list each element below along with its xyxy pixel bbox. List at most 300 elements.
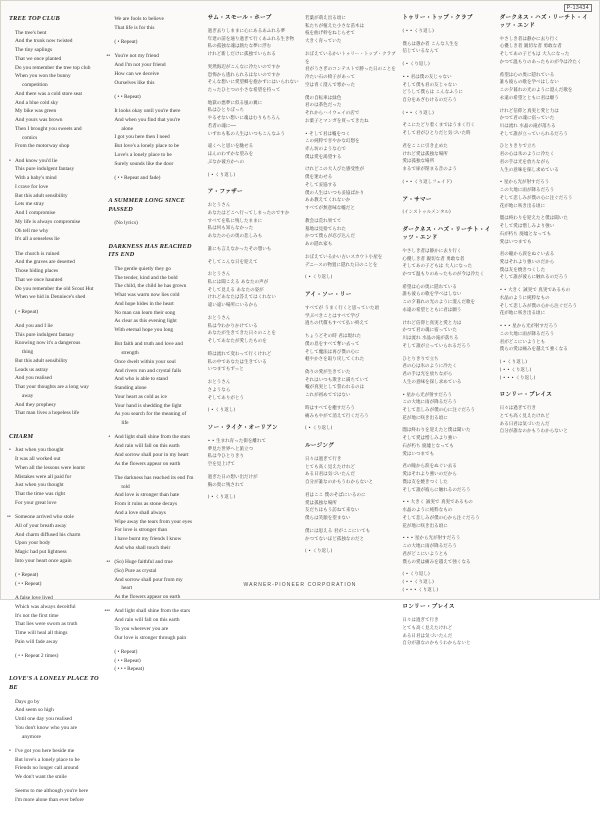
lyric-line: But love's a lonely place to be [15,756,80,763]
japanese-lyric-line: 君の瞳から涙をぬぐい去る [402,464,457,470]
japanese-lyric-line: 遠くへと思いを馳せる [207,144,254,150]
japanese-lyric-line: 僕らの愛は痛みを越えて強くなる [499,347,568,353]
japanese-lyric-line: ( • • くり返しフェイド) [402,179,452,185]
japanese-lyric-line: 永遠の希望とともに君は願う [402,307,462,313]
japanese-lyric-line: 僕らは愚か者 こんな人生を [402,41,459,47]
japanese-lyric-line: ちょうどその時 君は現れた [304,334,362,340]
japanese-lyric-line: ある日君は気づいたんだ [402,633,453,639]
japanese-lyric-line: 僕らは笑顔を望まない [304,516,351,522]
japanese-song-title: ア・サマー [402,196,432,203]
lyric-line: Oh tell me why [15,227,49,234]
japanese-lyric-line: そして悲しみが僕の心から注ぐだろう [402,515,480,521]
lyric-stanza [108,558,199,602]
japanese-stanza [208,259,299,267]
japanese-stanza [402,28,493,36]
japanese-lyric-line: ( • くり返し) [207,495,236,501]
japanese-lyric-line: 君がどこにいようとも [499,339,546,345]
japanese-stanza [500,179,591,210]
japanese-stanza [402,41,493,56]
japanese-lyric-line: 僕を迷わせる [304,175,333,181]
japanese-stanza [305,548,396,556]
japanese-lyric-line: 僕の息をすべて奪い去って [304,341,360,347]
lyric-stanza [9,308,100,317]
japanese-lyric-line: 私は今ひとりきり [207,454,245,460]
lyric-line: We don't want the smile [15,774,67,781]
column-english-2 [108,15,201,673]
lyric-line: Lets me stray [15,201,45,208]
lyric-line: And you realised [15,375,52,382]
japanese-stanza [208,379,299,402]
japanese-lyric-line: とても高く見えたけれど [304,464,356,470]
lyric-line: My life is always compromise [15,218,81,225]
japanese-lyric-line: 若葉が萌え出る頃に [304,16,346,21]
lyric-line: And yours was brown [15,117,63,124]
lyric-line: That life is for this [114,24,155,31]
japanese-lyric-line: ( • くり返し) [207,172,236,178]
lyric-line: Just when you thought [15,482,64,489]
lyric-line: Your heart as cold as ice [114,393,167,400]
lyric-line: That man lives a hopeless life [15,410,80,417]
lyric-line: The darkness has reached its end I'm [114,474,194,481]
japanese-lyric-line: この大地に雨が降るだろう [499,188,555,194]
lyric-line: •• Someone arrived who stole [15,513,100,522]
lyric-line: heart [121,585,133,592]
lyric-stanza [9,747,100,782]
lyric-stanza [9,322,100,418]
japanese-lyric-line: そして愛は憎しみより強い [402,436,457,442]
lyric-line: And seem so high [15,707,54,714]
japanese-lyric-line: どうして僕らは こんなふうに [402,90,463,96]
section-spacer [402,653,493,658]
japanese-stanza [305,274,396,282]
japanese-lyric-line: けれど新しだけに孤独でいられる [207,52,276,58]
lyric-line: This pure indulgent fantasy [15,166,75,173]
japanese-lyric-line: 過ぎた日の想い出だけが [207,474,258,480]
japanese-lyric-line: 君のは茶色だった [304,103,342,109]
japanese-lyric-line: おとうさん [207,380,231,386]
japanese-lyric-line: ( • くり返し) [304,275,333,281]
japanese-lyric-line: かつて君の魂に宿っていた [499,116,555,122]
lyric-line: Surely sounds like the door [114,160,174,167]
japanese-stanza [208,64,299,95]
lyric-stanza [108,107,199,168]
lyric-line: life [121,420,129,427]
japanese-lyric-line: かつて温もりのあったものが今は冷たく [402,272,485,277]
lyric-line: With eternal hope you long [114,327,174,334]
column-japanese-3 [402,15,493,647]
japanese-lyric-line: 花が地に咲き出る頃に [499,311,546,317]
japanese-stanza [500,359,591,382]
lyric-line: From the motorway shop [15,143,70,150]
lyric-line: ( • Repeat) [114,39,138,45]
japanese-stanza [208,438,299,469]
lyric-line: And who is able to stand [114,376,168,383]
lyric-line: As the flowers appear on earth [114,460,181,467]
lyric-stanza [9,698,100,742]
japanese-lyric-line: 自分が誰なのかもうわからないと [402,641,471,647]
lyric-stanza [108,265,199,335]
catalog-number [564,4,592,12]
lyric-line: And a love shall always [114,509,166,516]
section-spacer [305,561,396,566]
japanese-lyric-line: 過ちの代償もすべて払い終えて [304,321,369,327]
japanese-lyric-line: そして誰が立っていられるだろう [402,343,471,349]
lyric-line: And I compromise [15,210,56,217]
song-title: TREE TOP CLUB [9,15,60,22]
japanese-lyric-line: 僕は愛を渇望する [304,154,342,160]
japanese-lyric-line: あなたはどこへ行ってしまったのですか [207,210,290,216]
japanese-lyric-line: 人生の意味を探し求めている [499,167,559,173]
japanese-lyric-line: 永遠の希望とともに君は願う [499,95,559,101]
japanese-lyric-line: いずれも私の人生はいつもこんなふう [207,131,286,137]
japanese-lyric-line: • • 君は僕の友じゃない [402,74,452,80]
japanese-lyric-line: 心優しき者 親切な者 勇敢な者 [499,44,562,50]
japanese-lyric-line: とても高く見えたけれど [402,626,453,631]
lyric-line: Days go by [15,698,40,705]
lyric-line: Time will heal all things [15,630,68,637]
japanese-lyric-line: • 星から光が射すだろう [499,180,550,186]
song-title: CHARM [9,432,34,440]
lyric-line: Then I brought you sweets and [15,125,82,132]
japanese-stanza [208,271,299,310]
japanese-lyric-line: ひとりきりで立ち [402,356,439,362]
japanese-lyric-line: ( • • くり返し) [402,579,434,585]
lyric-stanza [9,787,100,805]
japanese-stanza [208,494,299,502]
japanese-lyric-line: ( • くり返し) [402,572,430,578]
lyric-line: (So) Pure as crystal [114,567,157,574]
japanese-lyric-line: 私は今わかりかけている [207,323,258,329]
japanese-lyric-line: 僕は友を焼きつくした [402,479,448,485]
japanese-lyric-line: ( • くり返し) [499,360,528,366]
japanese-lyric-line: • 星から光が射すだろう [402,392,452,398]
japanese-song-title: ア・ファザー [207,189,243,196]
lyric-line: ( • • • Repeat) [114,666,144,673]
japanese-lyric-line: ( • • • くり返し) [402,587,439,593]
lyric-line: It was all worked out [15,456,61,463]
lyric-stanza [108,340,199,428]
japanese-lyric-line: 胸の奥に残されて [207,482,245,488]
japanese-lyric-line: 時は流れて変わって行くけれど [207,351,272,357]
japanese-lyric-line: すべてを私に残したままに [207,218,263,224]
lyric-line: And rivers run and crystal falls [114,367,182,374]
lyric-line: When you won the bunny [15,73,71,80]
japanese-lyric-line: 自分が誰なのかもうわからないと [304,480,374,486]
japanese-lyric-line: 誰にも言えなかったその想いも [207,246,272,252]
japanese-lyric-line: 石が朽ち 廃墟となっても [499,231,552,237]
japanese-lyric-line: やさしき者は静かに去り行く [402,248,462,254]
lyric-line: All of your breath away [15,522,67,529]
japanese-lyric-line: やるせない想いに魂はむりもちろん [207,116,281,122]
japanese-stanza [305,305,396,328]
japanese-stanza [208,100,299,139]
lyric-line: But this adult sensibility [15,192,68,199]
japanese-lyric-line: 愛は孤独な場所 [304,500,337,506]
japanese-stanza [208,407,299,415]
lyric-line: • I've got you here beside me [15,747,100,756]
japanese-lyric-line: そして妥協する [304,182,337,188]
japanese-lyric-line: そしてあなたが愛したものを [207,339,267,345]
japanese-stanza [402,61,493,69]
japanese-lyric-line: 誰も彼らの歌を学べはしない [402,292,462,298]
section-spacer [9,666,100,675]
japanese-stanza [305,15,396,46]
japanese-stanza [402,74,493,105]
japanese-lyric-line: 枝を曲げ幹をねじらせて [304,31,355,37]
lyric-line: Upon your body [15,540,51,547]
japanese-lyric-line: これが初めてではない [304,393,351,399]
japanese-lyric-line: 大きく育っていた [304,39,342,45]
japanese-lyric-line: 闇は終わりを迎えたと僕は聞いた [402,428,471,434]
japanese-lyric-line: ( • くり返し) [304,549,333,555]
lyric-line: But love's a lonely place to be [114,143,180,149]
song-title: A SUMMER LONG SINCE PASSED [108,197,185,213]
lyric-line: To you wherever you are [114,625,169,632]
japanese-lyric-line: 過ぎ去りしままに心にあるあふれる夢 [207,28,286,34]
lyric-line: • And light shall shine from the stars [114,433,199,442]
japanese-lyric-line: 偽りの愛が生きていた [304,370,351,375]
japanese-lyric-line: この夕暮れの光のように澄んだ歌を [402,300,476,306]
lyric-line: And hope hides in the heart [114,300,174,307]
lyric-line: ( • Repeat) [15,572,39,579]
japanese-lyric-line: この大地に雨が降るだろう [402,544,457,550]
japanese-lyric-line: 君がどこにいようとも [402,551,448,557]
japanese-lyric-line: 君の手は光を放ちながら [499,159,550,165]
lyric-line: Love's a lonely place to be [114,151,172,158]
japanese-lyric-line: ああ教えてくれないか [304,198,351,204]
japanese-lyric-line: 闇は終わりを迎えたと僕は聞いた [499,216,568,222]
japanese-lyric-line: 君はここ 僕のそばにいるのに [304,492,366,498]
japanese-lyric-line: あなたの心の奥の悲しみも [207,234,263,240]
japanese-lyric-line: 水晶のように純粋なもの [402,508,453,514]
japanese-lyric-line: 君の手は光を放ちながら [402,372,453,378]
lyric-line: And there was a cold store seat [15,90,83,97]
lyric-line: What was warm now lies cold [114,292,180,299]
japanese-lyric-line: そしてこんな日を迎えて [207,259,258,265]
japanese-stanza [208,143,299,166]
japanese-stanza [305,131,396,162]
japanese-lyric-line: かつて温もりのあったものが今は冷たく [499,59,582,65]
japanese-lyric-line: 冷たい石の椅子があって [304,75,355,81]
lyric-line: And the trunk now twisted [15,38,73,45]
japanese-lyric-line: 僕には思える 君がここにいても [304,528,371,534]
japanese-lyric-line: この大地に雨が降るだろう [499,331,555,337]
lyric-stanza [9,446,100,507]
lyric-line: And they prophesy [15,401,57,408]
japanese-stanza [500,108,591,139]
japanese-stanza [305,405,396,420]
column-japanese-1 [208,15,299,569]
japanese-lyric-line: 心優しき者 親切な者 勇敢な者 [402,256,465,262]
lyric-line: And who shall touch their [114,544,171,551]
lyric-line: ( • • Repeat) [114,93,141,100]
lyric-line: We are fools to believe [114,16,164,22]
lyric-line: How can we deceive [114,70,160,77]
japanese-stanza [305,456,396,487]
lyric-stanza [9,157,100,245]
lyric-line: • And know you'd lie [15,157,100,166]
japanese-lyric-line: あなたが生きてきた日々のことを [207,331,276,337]
japanese-lyric-line: 君の瞳から涙をぬぐい去る [499,252,555,258]
japanese-lyric-line: • • • 星から光が射すだろう [499,324,558,330]
japanese-lyric-line: けれど愛は孤独な場所 [402,151,448,157]
lyric-line: With a baby's mind [15,175,57,182]
lyric-line: Those hiding places [15,268,59,275]
lyric-line: thing [22,349,34,356]
japanese-lyric-line: あの隠れ家も [304,242,333,248]
lyric-line: That we once planted [15,55,62,62]
japanese-lyric-line: すべてが無意味な嘘だと [304,206,355,212]
japanese-lyric-line: けれどこの大人びた感受性が [304,167,365,173]
japanese-lyric-line: 私の孤独な魂は熱たな夢に浮む [207,44,272,50]
japanese-stanza [402,499,493,530]
section-spacer [9,424,100,433]
japanese-lyric-line: 僕の自転車は緑色 [304,95,342,101]
japanese-stanza [208,315,299,346]
lyric-line: Pain will fade away [15,638,58,645]
lyric-line: It's all a senseless lie [15,236,60,243]
lyric-line: Leads us astray [15,366,49,373]
japanese-lyric-line: まるで扉が閉まる音のよう [402,167,457,173]
lyric-line: • Just when you thought [15,446,100,455]
japanese-lyric-line: 愛は孤独な場所 [402,159,435,165]
lyric-line: Standing alone [114,385,147,392]
lyric-line: told [121,483,130,490]
japanese-stanza [305,425,396,433]
japanese-lyric-line: かつて僕らが忍び込んだ [304,234,356,240]
japanese-lyric-line: • • 大きく 誠実で 真実であるもの [499,288,571,294]
japanese-lyric-line: この夕暮れの光のように澄んだ歌を [499,88,573,94]
japanese-lyric-line: 誰も彼らの歌を学べはしない [499,80,559,86]
japanese-lyric-line: 痛みもやがて消えて行くだろう [304,413,369,419]
japanese-stanza [402,427,493,458]
japanese-stanza [500,405,591,436]
japanese-lyric-line: いつまでもずっと [207,367,244,373]
lyric-line: The tree's bent [15,29,47,36]
japanese-lyric-line: 人生の意味を探し求めている [402,379,462,385]
lyric-line: This pure indulgent fantasy [15,331,75,338]
japanese-lyric-line: 水晶のように純粋なもの [499,295,550,301]
japanese-lyric-line: 私たちが植えた小さな苗木は [304,23,365,29]
section-spacer [208,507,299,512]
section-spacer [108,680,199,689]
japanese-lyric-line: 君がうさぎのコンテストで勝った日のことを [304,67,396,73]
japanese-stanza [208,172,299,180]
column-english-1 [9,15,102,804]
lyric-line: For your great love [15,499,57,506]
japanese-lyric-line: そして僕も君の友じゃない [402,82,457,88]
japanese-lyric-line: 信じているなんて [402,49,439,55]
japanese-lyric-line: そして君がひとりだと気づいた時 [402,131,471,137]
lyric-line: From it ruins as stone decays [114,501,178,508]
japanese-lyric-line: 花が地に咲き出る頃に [402,523,448,529]
japanese-lyric-line: そして魔法は再び僕の心に [304,349,360,355]
catalog-number-text: P-13434 [564,4,592,12]
japanese-stanza [500,323,591,354]
japanese-lyric-line: ( • • • くり返し) [499,375,536,381]
japanese-lyric-line: それからハイウェイの店で [304,111,360,117]
lyric-line: And a blue cold sky [15,99,59,106]
lyric-line: away [22,392,34,399]
lyric-line: I have burnt my friends I know [114,536,182,543]
japanese-lyric-line: 教会は荒れ果てて [304,218,342,224]
japanese-stanza [402,110,493,118]
japanese-song-title: ダークネス・ハズ・リーチト・イッツ・エンド [499,15,588,29]
japanese-stanza [402,209,493,217]
lyric-stanza [108,15,199,33]
japanese-stanza [402,356,493,387]
japanese-lyric-line: とても高く見えたけれど [499,413,550,419]
japanese-lyric-line: 君をここに引き止めた [402,143,448,149]
japanese-lyric-line: そして愛は憎しみより強い [499,224,555,230]
japanese-lyric-line: そして悲しみが僕の心に注ぐだろう [402,408,476,414]
japanese-lyric-line: 夢見た世界へと旅立つ [207,446,254,452]
lyric-line: I got you here then I need [114,134,170,141]
japanese-stanza [305,333,396,364]
lyric-stanza [108,52,199,87]
lyric-line: Friends no longer call around [15,765,79,772]
japanese-lyric-line: 恐怖から逃れられるはないのですか [207,72,281,78]
japanese-lyric-line: やさしき者は静かに去り行く [499,36,559,42]
japanese-lyric-line: ある日君は気づいたんだ [499,421,550,427]
japanese-lyric-line: • そして君は嘘をつく [304,131,351,137]
lyric-line: That the time was right [15,491,66,498]
japanese-lyric-line: 空を見上げて [207,462,235,468]
lyric-line: Which was always deceitful [15,603,76,610]
lyric-line: And you and I lie [15,322,53,329]
japanese-stanza [305,51,396,90]
lyric-line: And love is stronger than hate [114,492,180,499]
lyric-line: As you search for the meaning of [114,411,187,418]
lyric-line: That lies were sworn as truth [15,621,78,628]
lyric-line: comics [22,134,38,141]
japanese-lyric-line: すべてが うまく行くと思っていた頃 [304,305,380,311]
japanese-lyric-line: 軽やかさを取り戻してくれた [304,357,365,363]
japanese-lyric-line: 若者の魂に── [207,123,236,129]
lyric-line: ( • • Repeat) [114,657,141,664]
lyric-line: A false love lived [15,595,53,602]
japanese-stanza [208,246,299,254]
lyric-line: You don't know who you are [15,724,77,731]
japanese-song-title: トゥリー・トップ・クラブ [402,15,473,21]
japanese-lyric-line: 希望は心の奥に隠れている [402,284,457,290]
japanese-lyric-line: ( • • くり返し) [499,367,532,373]
japanese-lyric-line: 学ぶべきことはすべて学び [304,313,360,319]
lyric-stanza [9,594,100,647]
japanese-lyric-line: さようなら [207,387,231,393]
japanese-stanza [305,369,396,400]
song-title: DARKNESS HAS REACHED ITS END [108,242,192,259]
japanese-stanza [500,215,591,246]
japanese-lyric-line: そんな想いに愛望郷を抱かずにはいられない [207,80,299,86]
lyric-line: And charm diffused his charm [15,531,81,538]
japanese-stanza [402,535,493,566]
lyric-line: When we hid in Denniece's shed [15,294,86,301]
lyric-line: And sorrow shall pour in my heart [114,451,189,458]
japanese-lyric-line: けれどあなたは答えてはくれない [207,295,276,301]
japanese-lyric-line: おとうさん [207,203,231,209]
lyric-line: It's not the first time [15,612,59,619]
japanese-lyric-line: 川は流れ 水晶の滝が落ちる [402,336,459,342]
japanese-lyric-line: 愛はそれより強いのだから [499,260,555,266]
japanese-song-title: ロンリー・プレイス [499,392,553,399]
japanese-lyric-line: そして見える あなたの姿が [207,287,264,293]
lyric-line: Do you remember the old Scout Hut [15,285,94,292]
japanese-lyric-line: 日々は過ぎて行き [402,618,439,624]
japanese-lyric-line: デニースの物置に隠れた日のことを [304,262,378,268]
japanese-stanza [402,248,493,279]
japanese-lyric-line: そしてあの子どもは 大人になった [402,264,473,270]
